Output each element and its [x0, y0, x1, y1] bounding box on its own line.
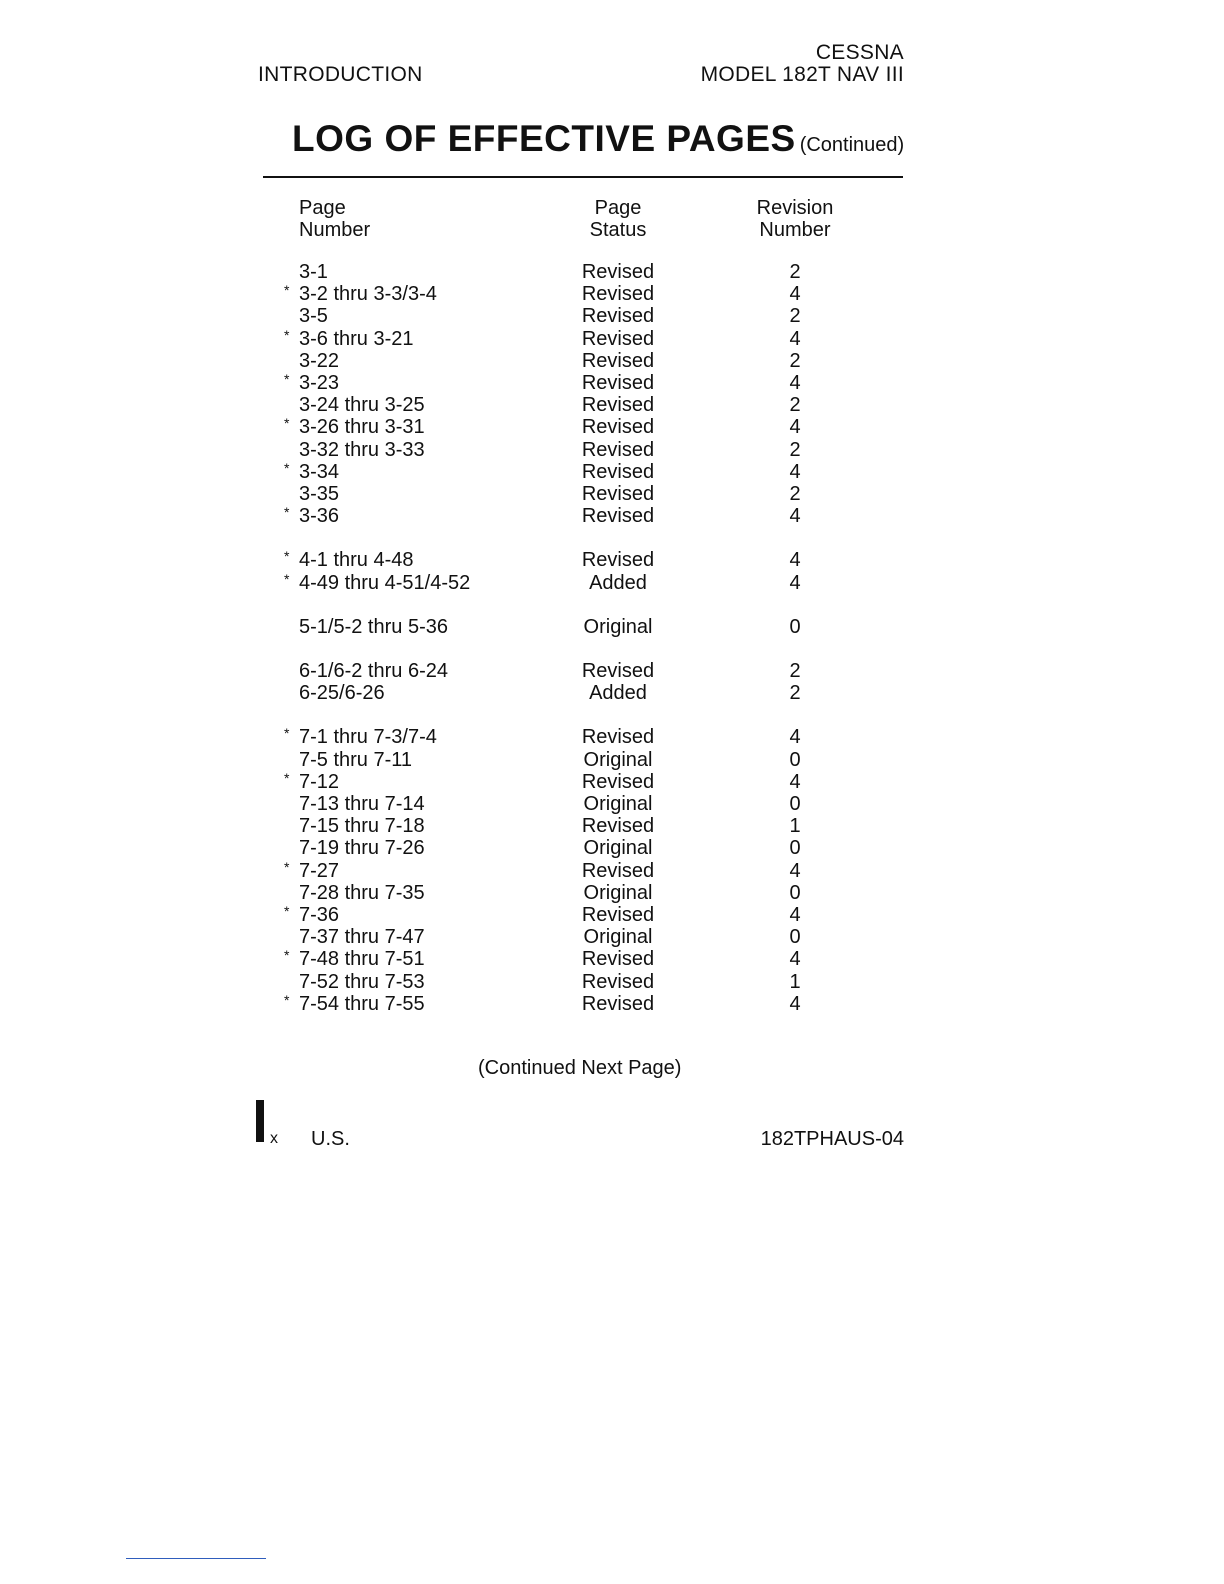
- revision-number-cell: 4: [789, 904, 801, 926]
- revision-number-cell: 0: [789, 748, 801, 771]
- table-row: [0, 793, 1224, 815]
- revision-marker: *: [284, 415, 290, 432]
- page-status-cell: Revised: [581, 992, 655, 1015]
- page-status-cell: Original: [583, 615, 653, 638]
- revision-number-cell: 4: [789, 992, 801, 1015]
- table-row: [0, 328, 1224, 350]
- table-row: [0, 394, 1224, 416]
- footer-page-roman-bar: [256, 1100, 264, 1142]
- table-row: [0, 549, 1224, 571]
- column-header-page-status-line2: Status: [589, 219, 647, 241]
- column-header-page-status: [560, 197, 676, 241]
- page-status-cell: Revised: [581, 261, 655, 283]
- page-number-cell: 7-36: [299, 904, 340, 926]
- table-row: [0, 860, 1224, 882]
- table-row: [0, 283, 1224, 305]
- page-number-cell: 3-23: [299, 372, 340, 394]
- page-number-cell: 7-48 thru 7-51: [299, 948, 425, 971]
- revision-marker: *: [284, 548, 290, 565]
- footer-region: U.S.: [311, 1128, 350, 1150]
- page-number-cell: 4-49 thru 4-51/4-52: [299, 571, 471, 594]
- table-row: [0, 815, 1224, 837]
- footer-page-letter: x: [270, 1130, 278, 1147]
- table-row: [0, 572, 1224, 594]
- table-row: [0, 461, 1224, 483]
- header-manufacturer: CESSNA: [815, 41, 904, 64]
- page-number-cell: 3-35: [299, 483, 340, 505]
- page-status-cell: Original: [583, 793, 653, 815]
- table-row: [0, 439, 1224, 461]
- page-status-cell: Original: [583, 926, 653, 949]
- page-status-cell: Revised: [581, 483, 655, 505]
- column-header-page-status-line1: Page: [594, 197, 642, 219]
- page-title-sub: (Continued): [799, 134, 905, 156]
- revision-marker: *: [284, 459, 290, 476]
- revision-number-cell: 4: [789, 460, 801, 483]
- page-status-cell: Revised: [581, 859, 655, 882]
- table-row: [0, 350, 1224, 372]
- revision-number-cell: 4: [789, 327, 801, 350]
- revision-number-cell: 4: [789, 859, 801, 882]
- page-status-cell: Revised: [581, 349, 655, 372]
- revision-number-cell: 2: [789, 349, 801, 372]
- table-row: [0, 882, 1224, 904]
- revision-marker: *: [284, 947, 290, 964]
- page-number-cell: 3-24 thru 3-25: [299, 394, 425, 417]
- page-status-cell: Revised: [581, 549, 655, 572]
- revision-number-cell: 4: [789, 770, 801, 793]
- table-row: [0, 837, 1224, 859]
- page-status-cell: Revised: [581, 438, 655, 461]
- table-row: [0, 660, 1224, 682]
- column-header-page-number-line1: Page: [299, 197, 346, 219]
- header-section-label: INTRODUCTION: [258, 63, 423, 86]
- revision-number-cell: 0: [789, 926, 801, 949]
- page-status-cell: Revised: [581, 970, 655, 993]
- page-number-cell: 7-15 thru 7-18: [299, 815, 425, 838]
- column-header-revision-number: [740, 197, 850, 241]
- revision-marker: *: [284, 858, 290, 875]
- table-row: [0, 682, 1224, 704]
- continued-note: (Continued Next Page): [478, 1057, 682, 1079]
- revision-number-cell: 4: [789, 726, 801, 749]
- page-number-cell: 5-1/5-2 thru 5-36: [299, 615, 448, 638]
- table-row: [0, 749, 1224, 771]
- page-number-cell: 7-27: [299, 859, 340, 882]
- revision-number-cell: 2: [789, 682, 801, 705]
- page-status-cell: Revised: [581, 283, 655, 306]
- page-status-cell: Added: [589, 571, 647, 594]
- page-number-cell: 3-26 thru 3-31: [299, 416, 425, 439]
- page-status-cell: Revised: [581, 416, 655, 439]
- revision-number-cell: 0: [789, 881, 801, 904]
- table-row: [0, 372, 1224, 394]
- revision-marker: *: [284, 991, 290, 1008]
- header-model: MODEL 182T NAV III: [700, 63, 904, 86]
- page-status-cell: Revised: [581, 948, 655, 971]
- revision-number-cell: 2: [789, 305, 801, 328]
- revision-marker: *: [284, 903, 290, 919]
- table-row: [0, 993, 1224, 1015]
- revision-number-cell: 1: [789, 815, 801, 838]
- page-status-cell: Revised: [581, 726, 655, 749]
- revision-marker: *: [284, 769, 290, 786]
- page-status-cell: Revised: [581, 505, 655, 528]
- page-number-cell: 6-1/6-2 thru 6-24: [299, 660, 448, 682]
- page-number-cell: 3-22: [299, 349, 340, 372]
- page-status-cell: Revised: [581, 305, 655, 328]
- revision-number-cell: 4: [789, 505, 801, 528]
- page-number-cell: 7-5 thru 7-11: [299, 748, 413, 771]
- page-status-cell: Original: [583, 881, 653, 904]
- revision-marker: *: [284, 282, 290, 299]
- title-divider: [263, 176, 903, 178]
- page-number-cell: 6-25/6-26: [299, 682, 385, 705]
- table-row: [0, 926, 1224, 948]
- revision-number-cell: 1: [789, 970, 801, 993]
- table-row: [0, 616, 1224, 638]
- revision-number-cell: 2: [789, 438, 801, 461]
- revision-marker: *: [284, 504, 290, 521]
- page-status-cell: Revised: [581, 460, 655, 483]
- page-status-cell: Original: [583, 748, 653, 771]
- page-status-cell: Added: [589, 682, 647, 705]
- page-number-cell: 3-32 thru 3-33: [299, 438, 425, 461]
- revision-number-cell: 4: [789, 283, 801, 306]
- table-row: [0, 305, 1224, 327]
- table-row: [0, 483, 1224, 505]
- table-row: [0, 261, 1224, 283]
- page-number-cell: 7-12: [299, 770, 340, 793]
- page-number-cell: 3-36: [299, 505, 340, 528]
- revision-marker: *: [284, 725, 290, 742]
- column-header-page-number-line2: Number: [299, 219, 371, 241]
- revision-marker: *: [284, 371, 290, 387]
- revision-number-cell: 4: [789, 416, 801, 439]
- page-title-main: LOG OF EFFECTIVE PAGES: [292, 118, 796, 159]
- page-status-cell: Revised: [581, 327, 655, 350]
- revision-number-cell: 2: [789, 483, 801, 505]
- page-number-cell: 7-54 thru 7-55: [299, 992, 425, 1015]
- page-number-cell: 3-34: [299, 460, 340, 483]
- revision-marker: *: [284, 570, 290, 587]
- page-number-cell: 7-19 thru 7-26: [299, 837, 425, 860]
- page-number-cell: 7-52 thru 7-53: [299, 970, 425, 993]
- revision-marker: *: [284, 326, 290, 343]
- column-header-revision-number-line2: Number: [759, 219, 831, 241]
- revision-number-cell: 0: [789, 793, 801, 815]
- revision-number-cell: 4: [789, 571, 801, 594]
- page-number-cell: 7-1 thru 7-3/7-4: [299, 726, 437, 749]
- table-row: [0, 726, 1224, 748]
- revision-number-cell: 0: [789, 615, 801, 638]
- table-row: [0, 505, 1224, 527]
- page-status-cell: Original: [583, 837, 653, 860]
- revision-number-cell: 2: [789, 660, 801, 682]
- page-title: [292, 118, 904, 160]
- page-number-cell: 7-37 thru 7-47: [299, 926, 425, 949]
- header-model-block: [701, 42, 904, 86]
- table-row: [0, 971, 1224, 993]
- page-status-cell: Revised: [581, 815, 655, 838]
- revision-number-cell: 4: [789, 372, 801, 394]
- bottom-rule: [126, 1558, 266, 1559]
- revision-number-cell: 0: [789, 837, 801, 860]
- revision-number-cell: 2: [789, 394, 801, 417]
- table-row: [0, 948, 1224, 970]
- page-number-cell: 3-5: [299, 305, 328, 328]
- table-row: [0, 904, 1224, 926]
- revision-number-cell: 2: [789, 261, 801, 283]
- page-number-cell: 4-1 thru 4-48: [299, 549, 414, 572]
- footer-document-number: 182TPHAUS-04: [760, 1128, 904, 1150]
- page-number-cell: 3-2 thru 3-3/3-4: [299, 283, 437, 306]
- column-header-revision-number-line1: Revision: [756, 197, 834, 219]
- revision-number-cell: 4: [789, 948, 801, 971]
- page-number-cell: 3-6 thru 3-21: [299, 327, 414, 350]
- table-row: [0, 771, 1224, 793]
- page-number-cell: 3-1: [299, 261, 328, 283]
- page-status-cell: Revised: [581, 904, 655, 926]
- page-status-cell: Revised: [581, 394, 655, 417]
- page-status-cell: Revised: [581, 770, 655, 793]
- page-number-cell: 7-13 thru 7-14: [299, 793, 425, 815]
- table-row: [0, 416, 1224, 438]
- page-status-cell: Revised: [581, 372, 655, 394]
- revision-number-cell: 4: [789, 549, 801, 572]
- column-header-page-number: [299, 197, 370, 241]
- page-number-cell: 7-28 thru 7-35: [299, 881, 425, 904]
- page-status-cell: Revised: [581, 660, 655, 682]
